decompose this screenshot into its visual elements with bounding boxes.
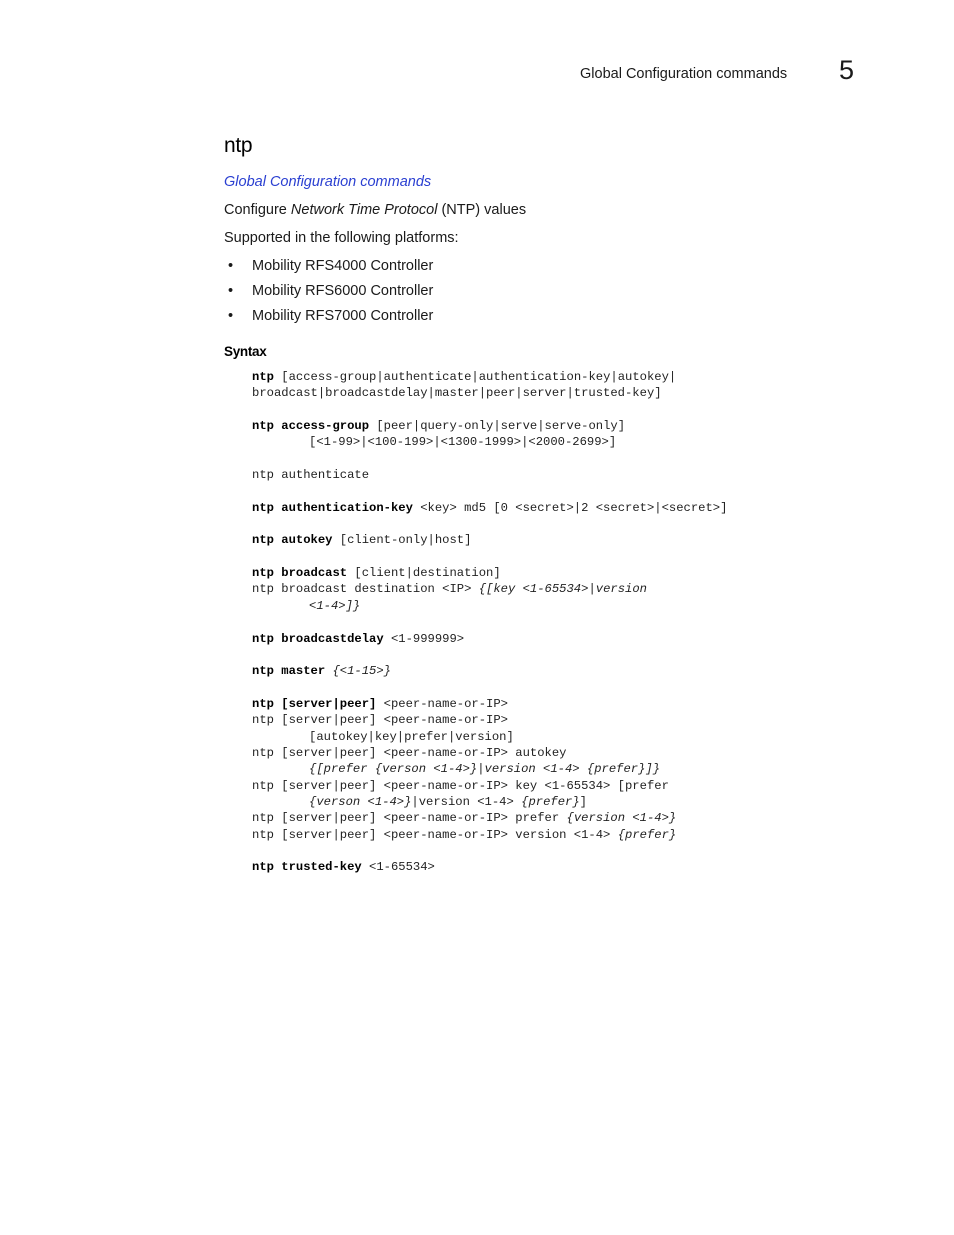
syntax-line: <1-4>]} <box>309 598 361 613</box>
syntax-line: ntp [server|peer] <peer-name-or-IP> <box>252 713 508 728</box>
desc-italic: Network Time Protocol <box>290 202 438 218</box>
bullet-icon: • <box>228 308 234 324</box>
desc-prefix: Configure <box>224 202 291 218</box>
syntax-line: ntp broadcast [client|destination] <box>252 566 501 581</box>
bullet-icon: • <box>228 258 234 274</box>
syntax-line: [<1-99>|<100-199>|<1300-1999>|<2000-2699>] <box>309 435 617 450</box>
platform-name: Mobility RFS7000 Controller <box>252 308 434 324</box>
syntax-line: ntp autokey [client-only|host] <box>252 533 472 548</box>
syntax-heading: Syntax <box>224 344 267 359</box>
syntax-line: ntp trusted-key <1-65534> <box>252 860 435 875</box>
syntax-line: ntp broadcast destination <IP> {[key <1-65534>|version <box>252 582 647 597</box>
platform-name: Mobility RFS4000 Controller <box>252 258 434 274</box>
syntax-line: ntp access-group [peer|query-only|serve|serve-only] <box>252 419 626 434</box>
breadcrumb-link-global-configuration[interactable]: Global Configuration commands <box>224 174 432 190</box>
syntax-line: ntp [server|peer] <peer-name-or-IP> prefer {version <1-4>} <box>252 811 677 826</box>
syntax-line: {[prefer {verson <1-4>}|version <1-4> {prefer}]} <box>309 762 661 777</box>
syntax-line: ntp authenticate <box>252 468 370 483</box>
syntax-block <box>252 369 727 876</box>
syntax-line: ntp [server|peer] <peer-name-or-IP> autokey <box>252 745 567 760</box>
page-title: ntp <box>224 134 253 157</box>
syntax-line: ntp master {<1-15>} <box>252 664 391 679</box>
syntax-line: ntp broadcastdelay <1-999999> <box>252 631 465 646</box>
bullet-icon: • <box>228 283 234 299</box>
syntax-line: ntp [server|peer] <peer-name-or-IP> version <1-4> {prefer} <box>252 827 677 842</box>
platforms-intro: Supported in the following platforms: <box>224 230 459 246</box>
desc-suffix: (NTP) values <box>437 202 527 218</box>
syntax-line: ntp [access-group|authenticate|authentication-key|autokey| <box>252 370 677 384</box>
syntax-line: [autokey|key|prefer|version] <box>309 729 514 744</box>
syntax-line: ntp authentication-key <key> md5 [0 <secret>|2 <secret>|<secret>] <box>252 500 728 515</box>
syntax-line: broadcast|broadcastdelay|master|peer|server|trusted-key] <box>252 386 662 401</box>
syntax-line: ntp [server|peer] <peer-name-or-IP> <box>252 696 508 711</box>
platform-name: Mobility RFS6000 Controller <box>252 283 434 299</box>
chapter-number: 5 <box>839 55 855 85</box>
running-header-title: Global Configuration commands <box>580 66 788 82</box>
syntax-line: {verson <1-4>}|version <1-4> {prefer}] <box>309 794 587 809</box>
syntax-line: ntp [server|peer] <peer-name-or-IP> key <1-65534> [prefer <box>252 778 669 793</box>
command-description <box>224 202 526 218</box>
